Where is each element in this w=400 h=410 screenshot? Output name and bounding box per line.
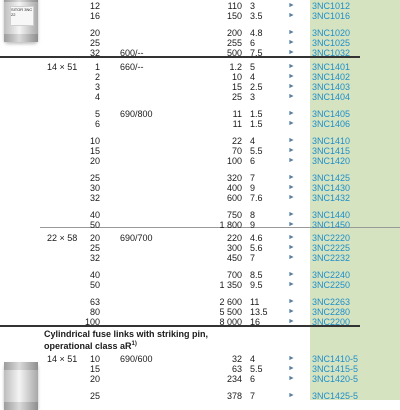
table-row — [0, 72, 400, 82]
order-code-link[interactable]: 3NC1012 — [312, 1, 351, 11]
cell-i2t: 15 — [231, 82, 242, 92]
cell-pw: 6 — [250, 156, 256, 166]
table-row — [0, 28, 400, 38]
order-code-link[interactable]: 3NC1430 — [312, 183, 351, 193]
table-row — [0, 146, 400, 156]
order-code-link[interactable]: 3NC1032 — [312, 48, 351, 58]
order-code-link[interactable]: 3NC1402 — [312, 72, 351, 82]
cell-pw: 5 — [250, 62, 256, 72]
cell-pw: 4 — [250, 136, 256, 146]
cell-pw: 7.6 — [250, 193, 263, 203]
arrow-icon: ► — [288, 73, 295, 80]
cell-current: 40 — [89, 270, 100, 280]
cell-pw: 16 — [250, 317, 261, 327]
arrow-icon: ► — [288, 93, 295, 100]
cell-pw: 6 — [250, 38, 256, 48]
order-code-link[interactable]: 3NC1415-5 — [312, 364, 359, 374]
cell-i2t: 110 — [227, 1, 242, 11]
arrow-icon: ► — [288, 318, 295, 325]
cell-pw: 4.8 — [250, 28, 263, 38]
order-code-link[interactable]: 3NC2280 — [312, 307, 351, 317]
cell-pw: 7.5 — [250, 48, 263, 58]
arrow-icon: ► — [288, 281, 295, 288]
cell-i2t: 10 — [231, 72, 242, 82]
order-code-link[interactable]: 3NC1425 — [312, 173, 351, 183]
cell-i2t: 8 000 — [219, 317, 242, 327]
footnote-marker: 1) — [131, 341, 137, 347]
fuse-link-striking-pin-image — [4, 362, 38, 410]
cell-pw: 7 — [250, 253, 256, 263]
cell-i2t: 450 — [226, 253, 242, 263]
cell-i2t: 220 — [226, 233, 242, 243]
cell-current: 4 — [94, 92, 100, 102]
order-code-link[interactable]: 3NC1420 — [312, 156, 351, 166]
arrow-icon: ► — [288, 49, 295, 56]
arrow-icon: ► — [288, 254, 295, 261]
cell-current: 15 — [89, 146, 100, 156]
arrow-icon: ► — [288, 63, 295, 70]
cell-current: 10 — [89, 136, 100, 146]
fuse-label: SITOR 3NC 22 — [10, 6, 34, 26]
arrow-icon: ► — [288, 308, 295, 315]
arrow-icon: ► — [288, 221, 295, 228]
cell-pw: 5.5 — [250, 146, 263, 156]
cell-current: 25 — [89, 38, 100, 48]
cell-pw: 8 — [250, 210, 256, 220]
arrow-icon: ► — [288, 194, 295, 201]
order-code-link[interactable]: 3NC2225 — [312, 243, 351, 253]
arrow-icon: ► — [288, 211, 295, 218]
cell-current: 16 — [89, 11, 100, 21]
arrow-icon: ► — [288, 39, 295, 46]
cell-i2t: 25 — [231, 92, 242, 102]
table-row — [0, 307, 400, 317]
table-row — [0, 173, 400, 183]
cell-i2t: 750 — [226, 210, 242, 220]
cell-current: 2 — [94, 72, 100, 82]
arrow-icon: ► — [288, 392, 295, 399]
cell-i2t: 32 — [231, 354, 242, 364]
order-code-link[interactable]: 3NC1425-5 — [312, 391, 359, 401]
cell-i2t: 1 350 — [219, 280, 242, 290]
order-code-link[interactable]: 3NC1420-5 — [312, 374, 359, 384]
arrow-icon: ► — [288, 83, 295, 90]
cell-current: 50 — [89, 220, 100, 230]
table-row — [0, 109, 400, 119]
table-row — [0, 243, 400, 253]
cell-current: 32 — [89, 253, 100, 263]
table-row — [0, 156, 400, 166]
cell-current: 30 — [89, 183, 100, 193]
cell-i2t: 100 — [226, 156, 242, 166]
cell-voltage: 690/700 — [120, 233, 153, 243]
arrow-icon: ► — [288, 298, 295, 305]
order-code-link[interactable]: 3NC2232 — [312, 253, 351, 263]
cell-i2t: 2 600 — [219, 297, 242, 307]
cell-i2t: 1 800 — [219, 220, 242, 230]
cell-current: 15 — [89, 364, 100, 374]
cell-i2t: 150 — [226, 11, 242, 21]
section-heading-line1: Cylindrical fuse links with striking pin, — [44, 329, 209, 339]
cell-current: 25 — [89, 173, 100, 183]
cell-pw: 1.5 — [250, 119, 263, 129]
cell-i2t: 255 — [226, 38, 242, 48]
cell-current: 6 — [94, 119, 100, 129]
cell-current: 63 — [89, 297, 100, 307]
cell-pw: 4 — [250, 354, 256, 364]
cell-pw: 9 — [250, 183, 256, 193]
table-row — [0, 38, 400, 48]
cell-current: 32 — [89, 193, 100, 203]
table-row — [0, 82, 400, 92]
table-row — [0, 364, 400, 374]
table-row — [0, 183, 400, 193]
cell-i2t: 400 — [226, 183, 242, 193]
cell-current: 25 — [89, 243, 100, 253]
cell-current: 20 — [89, 374, 100, 384]
arrow-icon: ► — [288, 120, 295, 127]
order-code-link[interactable]: 3NC1440 — [312, 210, 351, 220]
cell-pw: 7 — [250, 173, 256, 183]
order-code-link[interactable]: 3NC1020 — [312, 28, 351, 38]
cell-pw: 1.5 — [250, 109, 263, 119]
order-code-link[interactable]: 3NC1415 — [312, 146, 351, 156]
cell-pw: 2.5 — [250, 82, 263, 92]
cell-pw: 3 — [250, 92, 256, 102]
table-row — [0, 210, 400, 220]
cell-i2t: 320 — [226, 173, 242, 183]
cell-i2t: 378 — [226, 391, 242, 401]
cell-i2t: 70 — [231, 146, 242, 156]
cell-voltage: 660/-- — [120, 62, 144, 72]
table-row — [0, 317, 400, 327]
cell-current: 3 — [94, 82, 100, 92]
order-code-link[interactable]: 3NC1025 — [312, 38, 351, 48]
cell-pw: 3.5 — [250, 11, 263, 21]
cell-pw: 8.5 — [250, 270, 263, 280]
cell-current: 80 — [89, 307, 100, 317]
cell-size: 22 × 58 — [47, 233, 78, 243]
cell-pw: 4 — [250, 72, 256, 82]
cell-pw: 9 — [250, 220, 256, 230]
table-row — [0, 11, 400, 21]
cell-current: 40 — [89, 210, 100, 220]
cell-size: 14 × 51 — [47, 62, 78, 72]
arrow-icon: ► — [288, 244, 295, 251]
cell-i2t: 22 — [231, 136, 242, 146]
order-code-link[interactable]: 3NC1406 — [312, 119, 351, 129]
arrow-icon: ► — [288, 375, 295, 382]
order-code-link[interactable]: 3NC2250 — [312, 280, 351, 290]
order-code-link[interactable]: 3NC1404 — [312, 92, 351, 102]
cell-i2t: 700 — [226, 270, 242, 280]
order-code-link[interactable]: 3NC2200 — [312, 317, 351, 327]
table-row — [0, 62, 400, 72]
order-code-link[interactable]: 3NC1403 — [312, 82, 351, 92]
cell-current: 1 — [94, 62, 100, 72]
cell-pw: 9.5 — [250, 280, 263, 290]
cell-i2t: 234 — [226, 374, 242, 384]
cell-voltage: 690/800 — [120, 109, 153, 119]
cell-current: 20 — [89, 156, 100, 166]
cell-i2t: 500 — [226, 48, 242, 58]
arrow-icon: ► — [288, 12, 295, 19]
section-heading-line2 — [44, 339, 324, 351]
table-row — [0, 253, 400, 263]
order-code-link[interactable]: 3NC1410 — [312, 136, 351, 146]
arrow-icon: ► — [288, 2, 295, 9]
table-row — [0, 297, 400, 307]
cell-pw: 13.5 — [250, 307, 268, 317]
cell-pw: 11 — [250, 297, 260, 307]
arrow-icon: ► — [288, 110, 295, 117]
table-row — [0, 1, 400, 11]
cell-current: 20 — [89, 233, 100, 243]
arrow-icon: ► — [288, 147, 295, 154]
arrow-icon: ► — [288, 157, 295, 164]
cell-pw: 7 — [250, 391, 256, 401]
order-code-link[interactable]: 3NC2220 — [312, 233, 351, 243]
cell-i2t: 11 — [232, 109, 242, 119]
cell-current: 50 — [89, 280, 100, 290]
order-code-link[interactable]: 3NC2240 — [312, 270, 351, 280]
order-code-link[interactable]: 3NC2263 — [312, 297, 351, 307]
table-row — [0, 48, 400, 58]
arrow-icon: ► — [288, 29, 295, 36]
table-row — [0, 119, 400, 129]
table-row — [0, 193, 400, 203]
arrow-icon: ► — [288, 137, 295, 144]
cell-pw: 5.5 — [250, 364, 263, 374]
arrow-icon: ► — [288, 234, 295, 241]
arrow-icon: ► — [288, 174, 295, 181]
order-code-link[interactable]: 3NC1016 — [312, 11, 351, 21]
cell-size: 14 × 51 — [47, 354, 78, 364]
table-row — [0, 280, 400, 290]
cell-i2t: 300 — [226, 243, 242, 253]
cell-current: 25 — [89, 391, 100, 401]
order-code-link[interactable]: 3NC1405 — [312, 109, 351, 119]
table-row — [0, 374, 400, 384]
cell-pw: 3 — [250, 1, 256, 11]
table-row — [0, 233, 400, 243]
cell-pw: 4.6 — [250, 233, 263, 243]
order-code-link[interactable]: 3NC1401 — [312, 62, 351, 72]
cell-voltage: 600/-- — [120, 48, 144, 58]
table-row — [0, 220, 400, 230]
cell-voltage: 690/600 — [120, 354, 153, 364]
cell-i2t: 200 — [226, 28, 242, 38]
arrow-icon: ► — [288, 355, 295, 362]
arrow-icon: ► — [288, 365, 295, 372]
table-row — [0, 354, 400, 364]
order-code-link[interactable]: 3NC1410-5 — [312, 354, 359, 364]
cell-current: 10 — [89, 354, 100, 364]
cell-pw: 6 — [250, 374, 256, 384]
cell-pw: 5.6 — [250, 243, 263, 253]
cell-i2t: 11 — [232, 119, 242, 129]
cell-current: 5 — [94, 109, 100, 119]
cell-i2t: 5 500 — [219, 307, 242, 317]
cell-i2t: 1.2 — [229, 62, 242, 72]
cell-current: 100 — [84, 317, 100, 327]
section-heading-text: operational class aR — [44, 341, 132, 351]
arrow-icon: ► — [288, 271, 295, 278]
order-code-link[interactable]: 3NC1432 — [312, 193, 351, 203]
table-row — [0, 136, 400, 146]
cell-current: 20 — [89, 28, 100, 38]
table-row — [0, 92, 400, 102]
cell-i2t: 63 — [231, 364, 242, 374]
cell-i2t: 600 — [226, 193, 242, 203]
arrow-icon: ► — [288, 184, 295, 191]
table-row — [0, 270, 400, 280]
order-code-link[interactable]: 3NC1450 — [312, 220, 351, 230]
cell-current: 12 — [89, 1, 100, 11]
cell-current: 32 — [89, 48, 100, 58]
